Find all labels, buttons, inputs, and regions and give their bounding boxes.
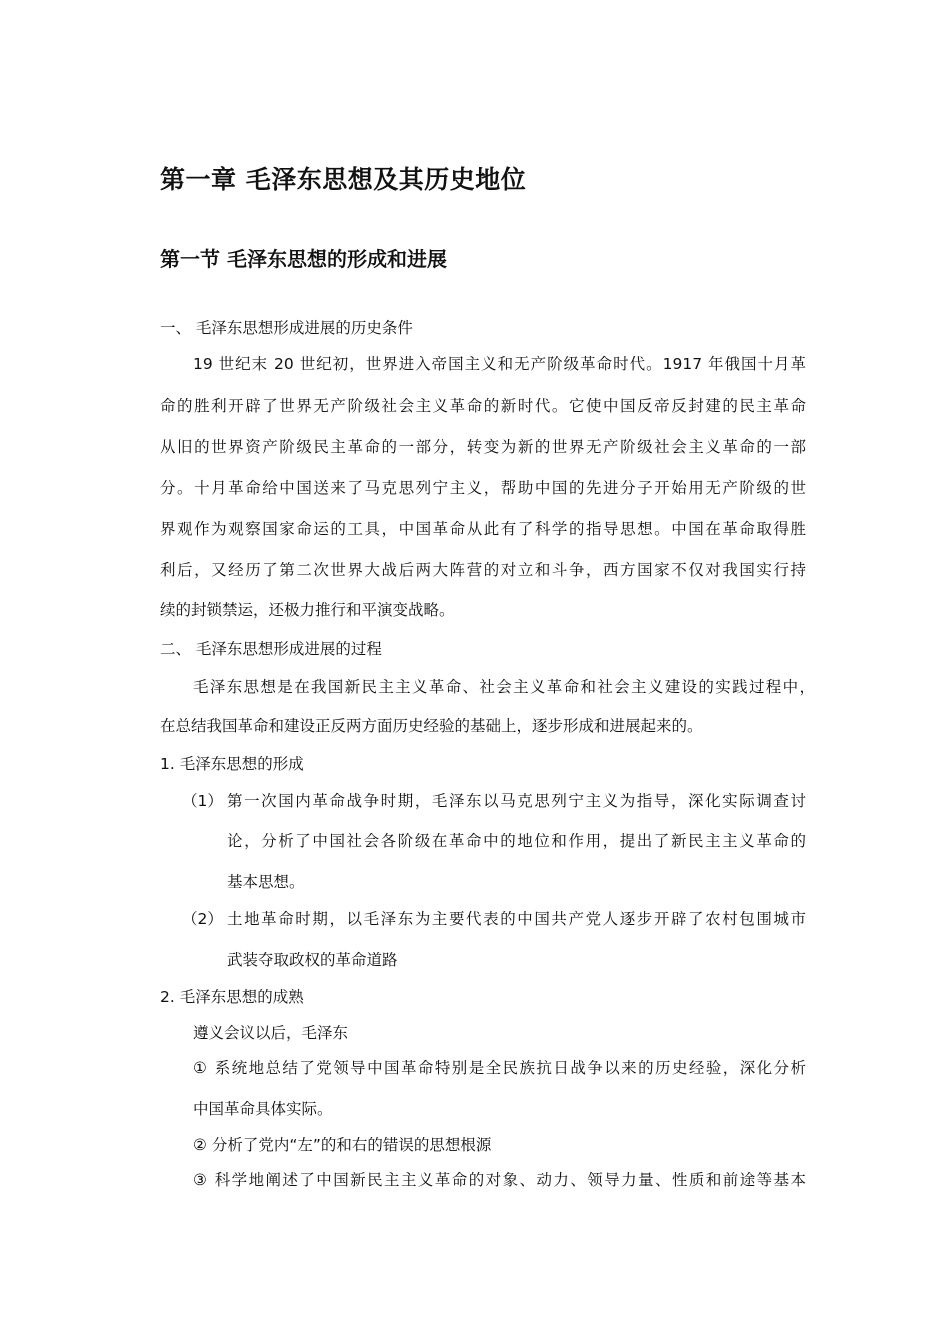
numbered-item-line: 中国革命具体实际。	[193, 1100, 333, 1118]
part2-heading: 二、 毛泽东思想形成进展的过程	[160, 640, 382, 658]
list-item-line: 第一次国内革命战争时期，毛泽东以马克思列宁主义为指导，深化实际调查讨	[227, 792, 806, 810]
chapter-title: 第一章 毛泽东思想及其历史地位	[160, 165, 527, 194]
part1-paragraph-line: 界观作为观察国家命运的工具，中国革命从此有了科学的指导思想。中国在革命取得胜	[160, 520, 806, 538]
part2-paragraph-line: 在总结我国革命和建设正反两方面历史经验的基础上，逐步形成和进展起来的。	[160, 717, 703, 735]
part1-paragraph-line: 利后，又经历了第二次世界大战后两大阵营的对立和斗争，西方国家不仅对我国实行持	[160, 561, 806, 579]
part1-paragraph-line: 命的胜利开辟了世界无产阶级社会主义革命的新时代。它使中国反帝反封建的民主革命	[160, 397, 806, 415]
list-item-line: 武装夺取政权的革命道路	[227, 951, 398, 969]
sub2-intro: 遵义会议以后，毛泽东	[193, 1024, 349, 1042]
sub1-heading: 1. 毛泽东思想的形成	[160, 755, 304, 773]
list-marker: （2）	[182, 910, 223, 928]
list-item-line: 论，分析了中国社会各阶级在革命中的地位和作用，提出了新民主主义革命的	[227, 832, 806, 850]
section-title: 第一节 毛泽东思想的形成和进展	[160, 247, 447, 271]
part1-paragraph-line: 19 世纪末 20 世纪初，世界进入帝国主义和无产阶级革命时代。1917 年俄国十月革	[193, 355, 806, 373]
part1-heading: 一、 毛泽东思想形成进展的历史条件	[160, 319, 413, 337]
list-item-line: 基本思想。	[227, 873, 305, 891]
numbered-item-line: ② 分析了党内“左”的和右的错误的思想根源	[193, 1136, 492, 1154]
numbered-item-line: ① 系统地总结了党领导中国革命特别是全民族抗日战争以来的历史经验，深化分析	[193, 1059, 806, 1077]
part2-paragraph-line: 毛泽东思想是在我国新民主主义革命、社会主义革命和社会主义建设的实践过程中，	[193, 678, 815, 696]
numbered-item-line: ③ 科学地阐述了中国新民主主义革命的对象、动力、领导力量、性质和前途等基本	[193, 1171, 806, 1189]
list-item-line: 土地革命时期，以毛泽东为主要代表的中国共产党人逐步开辟了农村包围城市	[227, 910, 806, 928]
part1-paragraph-line: 分。十月革命给中国送来了马克思列宁主义，帮助中国的先进分子开始用无产阶级的世	[160, 479, 806, 497]
sub2-heading: 2. 毛泽东思想的成熟	[160, 988, 304, 1006]
part1-paragraph-line: 续的封锁禁运，还极力推行和平演变战略。	[160, 601, 455, 619]
part1-paragraph-line: 从旧的世界资产阶级民主革命的一部分，转变为新的世界无产阶级社会主义革命的一部	[160, 438, 806, 456]
list-marker: （1）	[182, 792, 223, 810]
